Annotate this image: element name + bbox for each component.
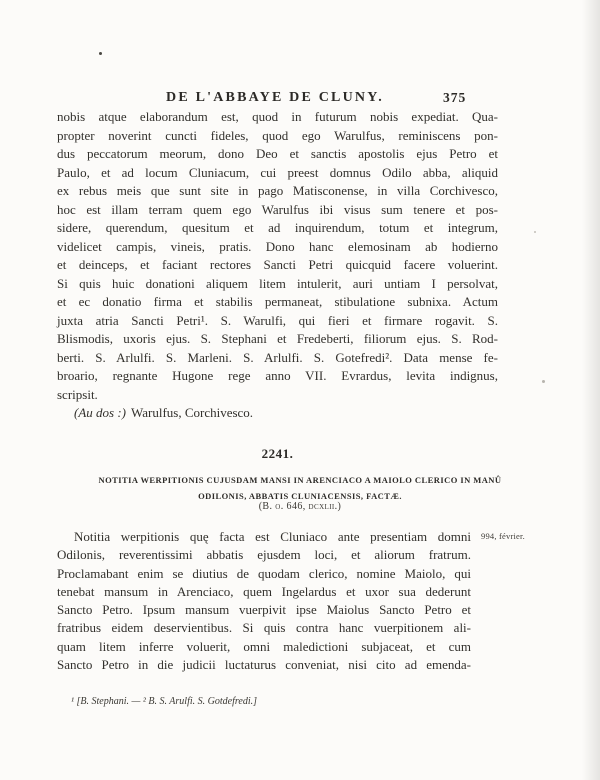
- text-line: et deinceps, et faciant rectores Sancti Petri quicquid facere voluerint.: [57, 257, 498, 272]
- scan-edge-shadow: [582, 0, 600, 780]
- text-line: propter noverint cuncti fideles, quod ego Warulfus, reminiscens pon-: [57, 127, 498, 143]
- text-line: Notitia werpitionis quę facta est Cluniaco ante presentiam domni: [74, 529, 471, 544]
- text-line: juxta atria Sancti Petri¹. S. Warulfi, qui fieri et firmare rogavit. S.: [57, 312, 498, 328]
- text-line: broario, regnante Hugone rege anno VII. Evrardus, levita indignus,: [57, 368, 498, 383]
- running-header-title: DE L'ABBAYE DE CLUNY.: [166, 90, 384, 105]
- scan-speck: [534, 231, 536, 233]
- text-line: Paulo, et ad locum Cluniacum, cui preest domnus Odilo abba, aliquid: [57, 164, 498, 180]
- text-line: Proclamabant enim se diutius de quodam clerico, nomine Maiolo, qui: [57, 565, 471, 581]
- text-line: fratribus eidem deservientibus. Si quis contra hanc vuerpitionem ali-: [57, 620, 471, 636]
- au-dos-note: [57, 404, 498, 423]
- charter-2241-title: [0, 473, 600, 504]
- charter-2241-number: 2241.: [261, 446, 294, 461]
- scan-speck: [542, 380, 545, 383]
- text-line: Blismodis, uxoris ejus. S. Stephani et Fredeberti, filiorum ejus. S. Rod-: [57, 331, 498, 346]
- charter-2241-text: [57, 528, 471, 674]
- charter-2241-source: (B. o. 646, dcxlii.): [258, 501, 342, 512]
- text-line: berti. S. Arlulfi. S. Marleni. S. Arlulfi. S. Gotefredi². Data mense fe-: [57, 349, 498, 365]
- charter-2240-text: [57, 108, 498, 423]
- text-line: Si quis huic donationi aliquem litem intulerit, auri untiam I persolvat,: [57, 275, 498, 291]
- text-line: tenebat mansum in Arenciaco, quem Ingelardus et uxor sua dederunt: [57, 583, 471, 599]
- text-line: Sancto Petro. Ipsum mansum vuerpivit ipse Maiolus Sancto Petro et: [57, 602, 471, 618]
- text-line: dus peccatorum meorum, dono Deo et sanctis apostolis ejus Petro et: [57, 146, 498, 161]
- text-line: et ec donatio firma et stabilis permaneat, stibulatione subnixa. Actum: [57, 294, 498, 309]
- text-line: Sancto Petro in die judicii luctaturus conveniat, nisi cito ad emenda-: [57, 657, 471, 673]
- charter-title-line: ODILONIS, ABBATIS CLUNIACENSIS, FACTÆ.: [198, 490, 402, 501]
- au-dos-label: (Au dos :): [74, 405, 126, 420]
- text-line: sidere, querendum, quesitum et ad inquirendum, totum et integrum,: [57, 220, 498, 235]
- footnote: ¹ [B. Stephani. — ² B. S. Arulfi. S. Gotdefredi.]: [71, 696, 257, 707]
- text-line: videlicet campis, vineis, pratis. Dono hanc elemosinam ab hodierno: [57, 238, 498, 254]
- text-line: Odilonis, reverentissimi abbatis ejusdem loci, et aliorum fratrum.: [57, 547, 471, 563]
- scan-speck: [99, 52, 102, 55]
- charter-title-line: NOTITIA WERPITIONIS CUJUSDAM MANSI IN ARENCIACO A MAIOLO CLERICO IN MANÛ: [98, 475, 502, 485]
- text-line: nobis atque elaborandum est, quod in futurum nobis expediat. Qua-: [57, 109, 498, 124]
- text-line: ex rebus meis que sunt site in pago Matisconense, in villa Corchivesco,: [57, 183, 498, 198]
- page-number: 375: [443, 90, 467, 105]
- text-line: quam litem inferre voluerit, omni maledictioni subjaceat, et cum: [57, 638, 471, 654]
- au-dos-text: Warulfus, Corchivesco.: [131, 405, 254, 420]
- margin-date-note: 994, février.: [481, 531, 525, 541]
- text-line: scripsit.: [57, 386, 98, 402]
- text-line: hoc est illam terram quem ego Warulfus ibi visus sum tenere et pos-: [57, 201, 498, 217]
